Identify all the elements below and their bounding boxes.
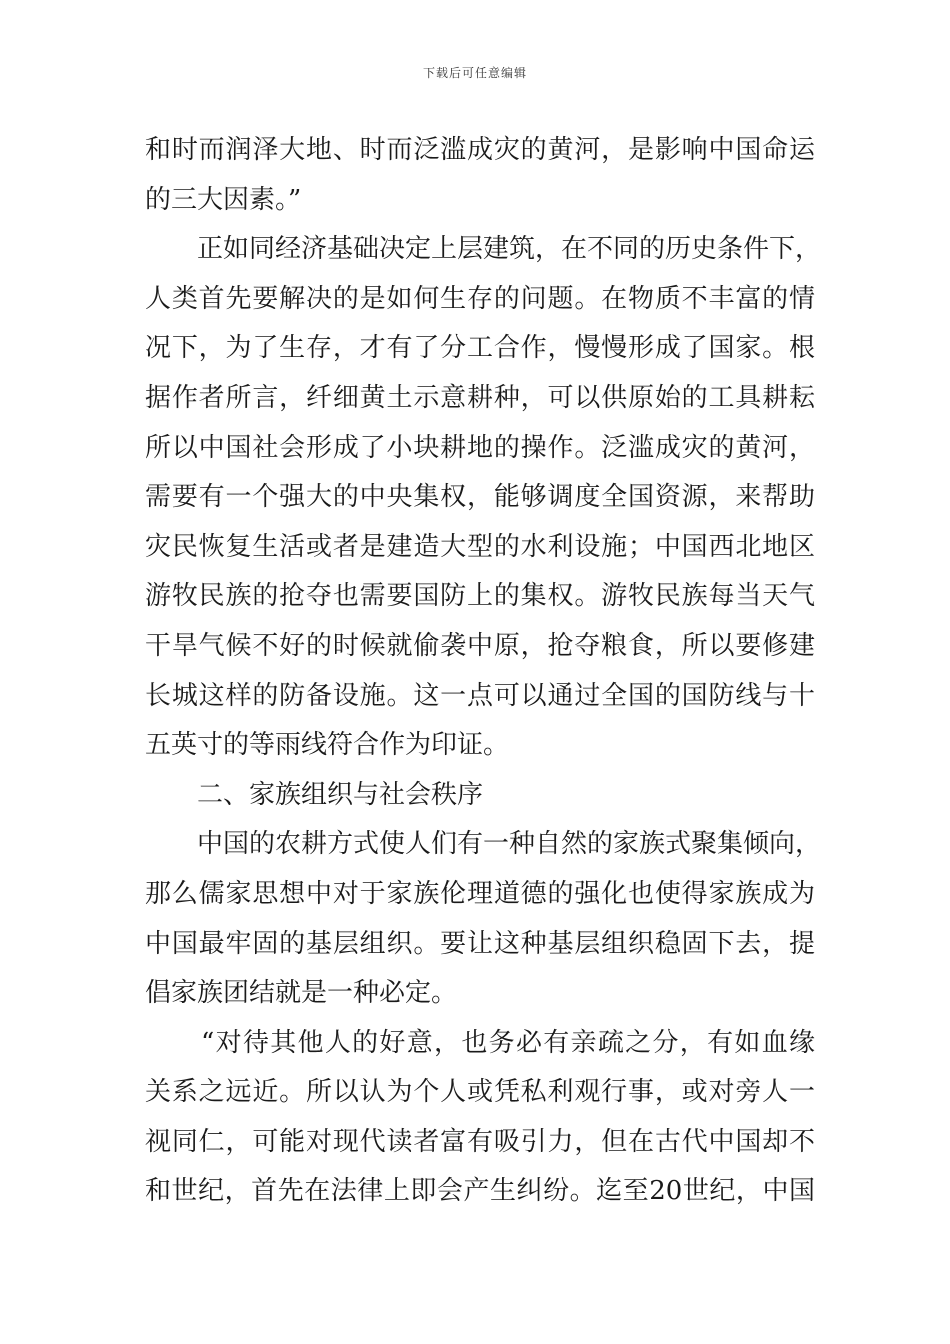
text-line: 五英寸的等雨线符合作为印证。	[145, 730, 510, 761]
text-line: 人类首先要解决的是如何生存的问题。在物质不丰富的情	[145, 283, 815, 314]
text-line: 所以中国社会形成了小块耕地的操作。泛滥成灾的黄河，	[145, 432, 815, 463]
text-line: 中国最牢固的基层组织。要让这种基层组织稳固下去，提	[145, 928, 815, 959]
section-heading: 二、家族组织与社会秩序	[197, 779, 484, 810]
text-line: 正如同经济基础决定上层建筑，在不同的历史条件下，	[197, 234, 822, 265]
document-body	[145, 126, 822, 1217]
text-line: 和世纪，首先在法律上即会产生纠纷。迄至20世纪，中国	[145, 1176, 815, 1207]
text-line: 和时而润泽大地、时而泛滥成灾的黄河，是影响中国命运	[145, 135, 815, 165]
text-line: 需要有一个强大的中央集权，能够调度全国资源，来帮助	[145, 482, 815, 513]
text-line: 关系之远近。所以认为个人或凭私利观行事，或对旁人一	[145, 1077, 815, 1108]
page-header: 下载后可任意编辑	[422, 66, 527, 80]
text-line: 据作者所言，纤细黄土示意耕种，可以供原始的工具耕耘	[145, 382, 815, 413]
text-line: 视同仁，可能对现代读者富有吸引力，但在古代中国却不	[145, 1126, 815, 1157]
text-line: 灾民恢复生活或者是建造大型的水利设施；中国西北地区	[145, 531, 815, 562]
text-line: 长城这样的防备设施。这一点可以通过全国的国防线与十	[145, 680, 815, 711]
text-line: 那么儒家思想中对于家族伦理道德的强化也使得家族成为	[145, 878, 815, 909]
text-line: 游牧民族的抢夺也需要国防上的集权。游牧民族每当天气	[145, 581, 815, 612]
text-line: 中国的农耕方式使人们有一种自然的家族式聚集倾向，	[197, 829, 822, 860]
text-line: 倡家族团结就是一种必定。	[145, 978, 458, 1009]
text-line: 干旱气候不好的时候就偷袭中原，抢夺粮食，所以要修建	[145, 630, 815, 661]
text-line: 的三大因素。”	[145, 184, 302, 215]
text-line: 况下，为了生存，才有了分工合作，慢慢形成了国家。根	[145, 333, 815, 364]
text-line: “对待其他人的好意，也务必有亲疏之分，有如血缘	[201, 1027, 815, 1058]
